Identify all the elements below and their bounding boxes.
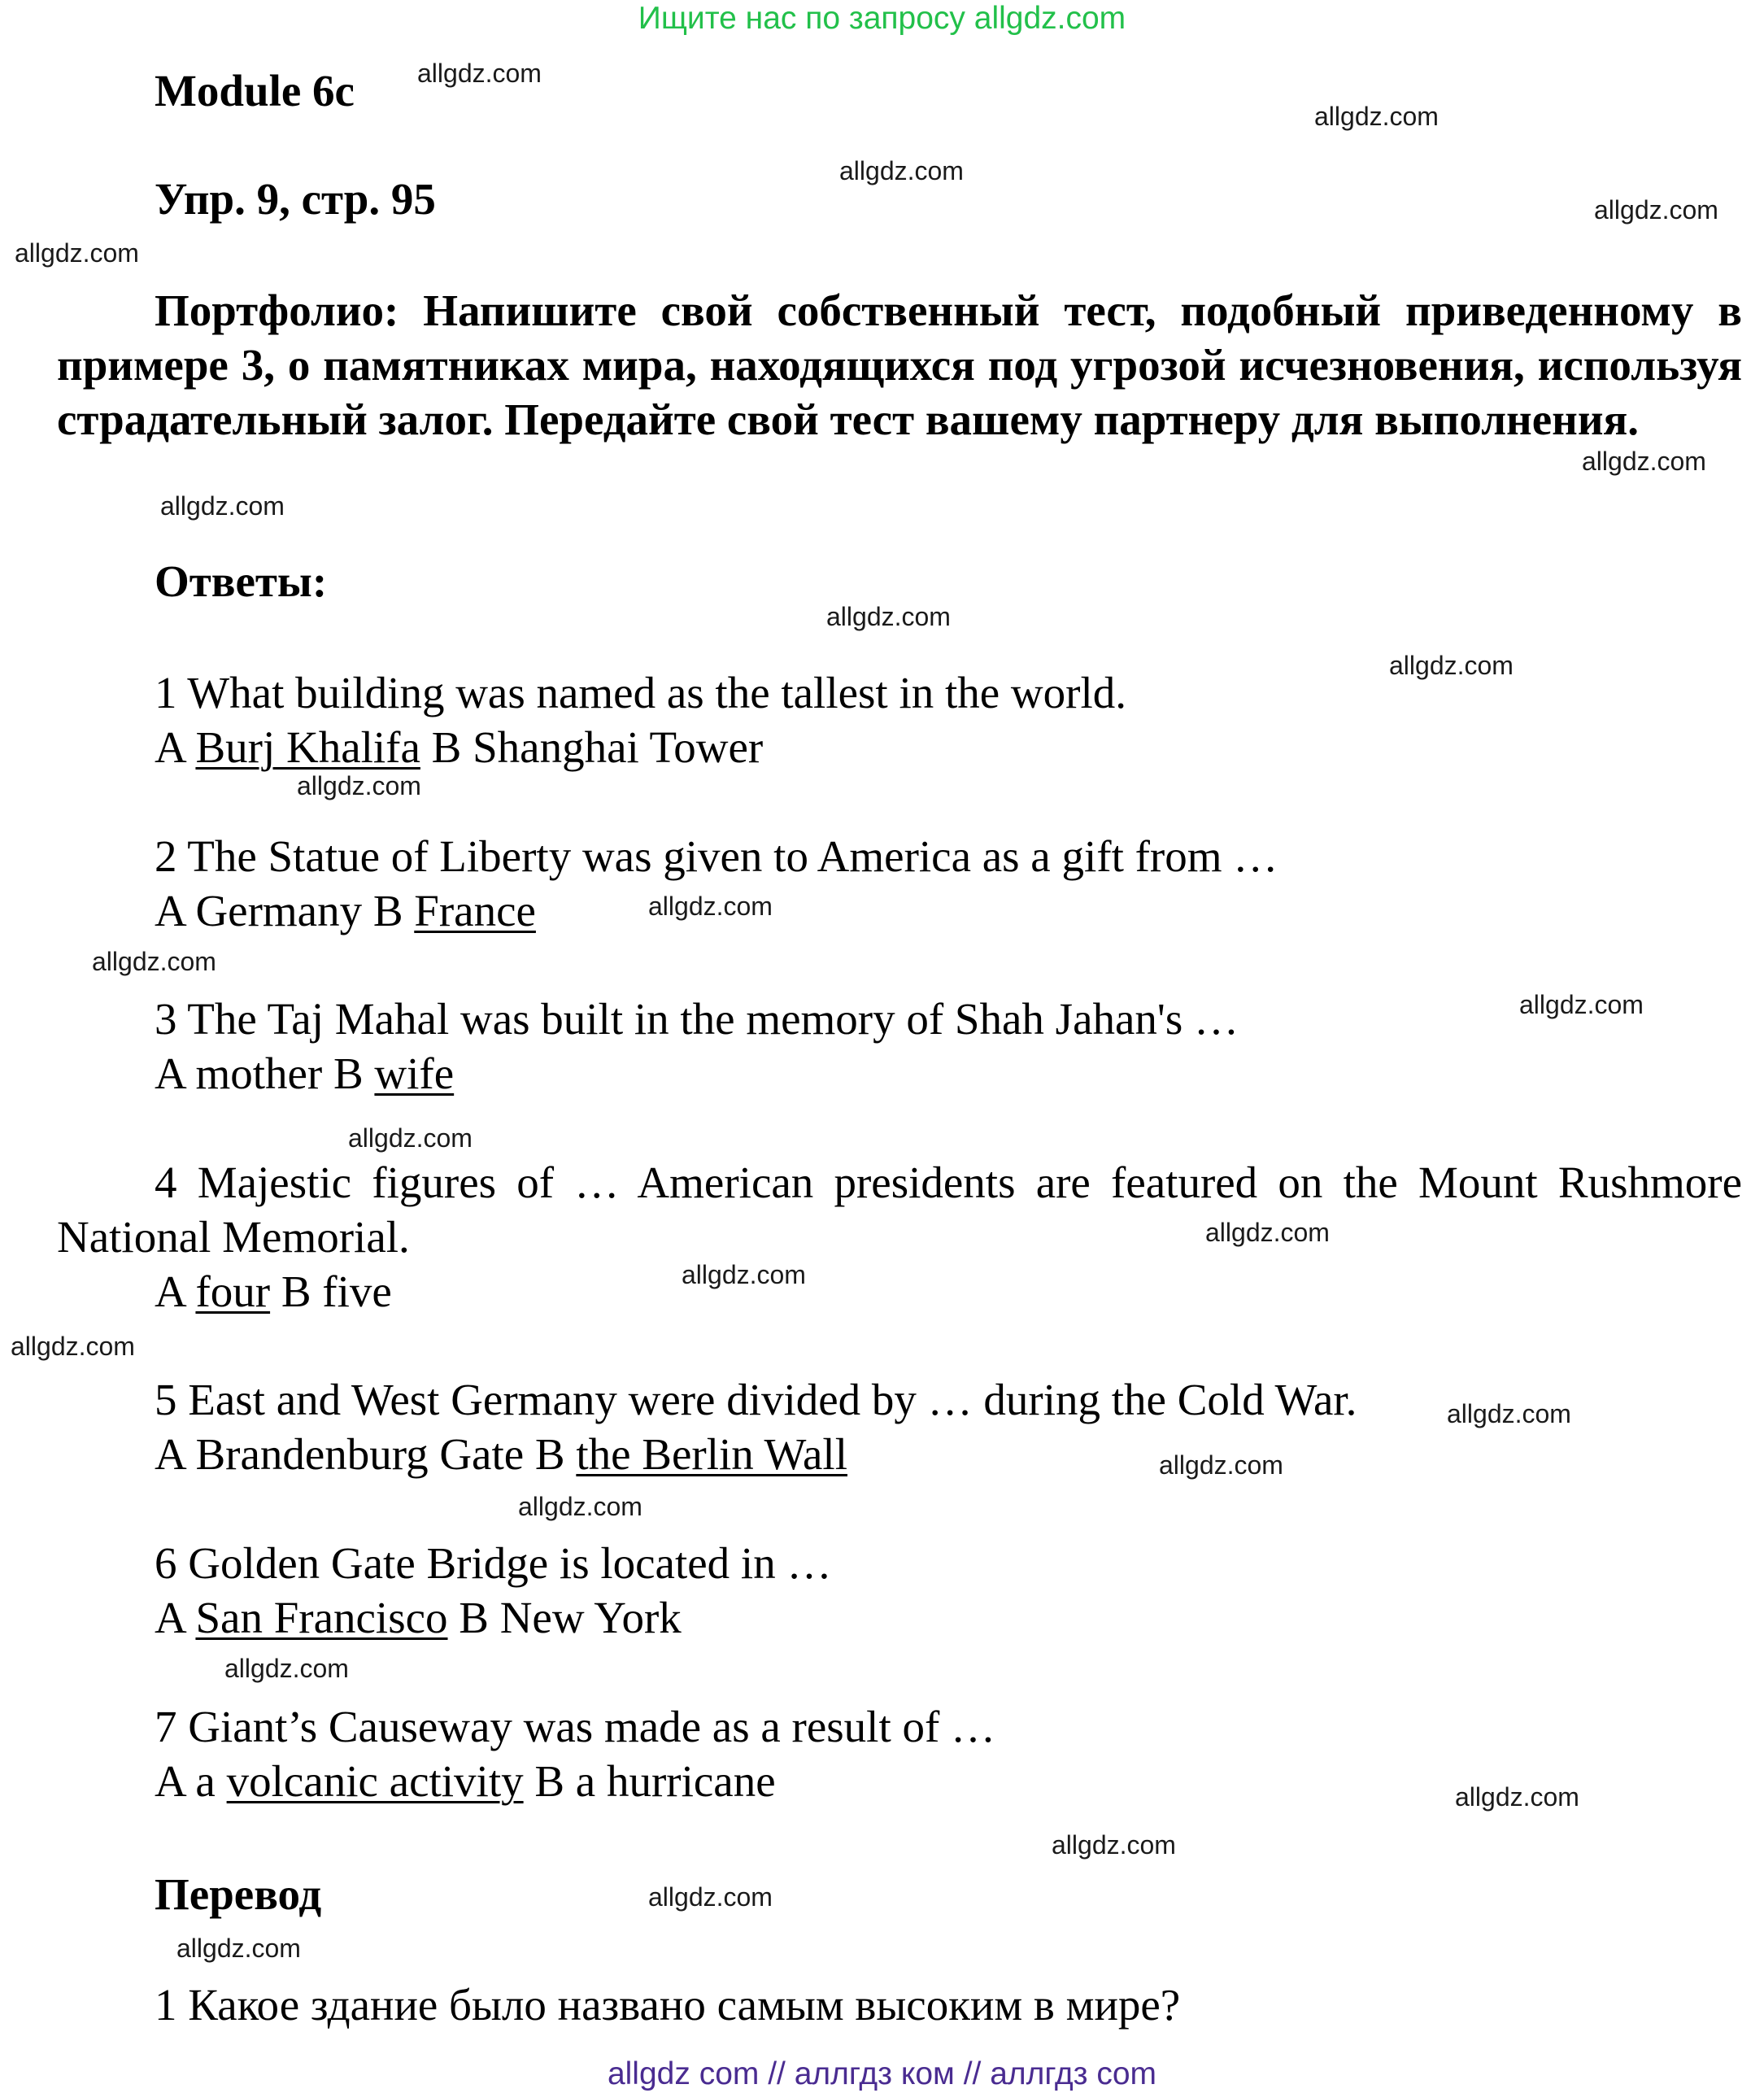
quiz-question-6: [57, 1536, 1742, 1645]
watermark: allgdz.com: [92, 947, 216, 976]
option-a: Brandenburg Gate: [195, 1429, 525, 1479]
watermark: allgdz.com: [1159, 1450, 1283, 1480]
option-a-correct: volcanic activity: [226, 1756, 524, 1806]
option-a-prefix: A: [155, 1267, 196, 1316]
watermark: allgdz.com: [417, 59, 542, 88]
top-search-banner[interactable]: Ищите нас по запросу allgdz.com: [638, 1, 1126, 36]
translation-heading: Перевод: [155, 1869, 322, 1919]
question-text: 1 What building was named as the tallest in the world.: [155, 668, 1126, 717]
exercise-title: Упр. 9, стр. 95: [155, 174, 436, 224]
watermark: allgdz.com: [297, 771, 421, 800]
option-b-prefix: B: [322, 1049, 375, 1098]
watermark: allgdz.com: [160, 491, 285, 521]
watermark: allgdz.com: [1205, 1218, 1330, 1247]
module-title: Module 6c: [155, 66, 355, 116]
answers-heading: Ответы:: [155, 556, 328, 606]
option-b: five: [322, 1267, 392, 1316]
watermark: allgdz.com: [1519, 990, 1644, 1019]
option-a-prefix: A: [155, 1429, 196, 1479]
option-b: hurricane: [606, 1756, 776, 1806]
watermark: allgdz.com: [1447, 1399, 1571, 1428]
question-text: 4 Majestic figures of … American presidents are featured on the Mount Rushmore National Memorial.: [57, 1158, 1742, 1262]
option-a: mother: [195, 1049, 323, 1098]
option-b-prefix: B: [362, 886, 415, 935]
watermark: allgdz.com: [648, 1882, 773, 1912]
footer-banner[interactable]: allgdz com // аллгдз ком // аллгдз com: [607, 2056, 1157, 2091]
watermark: allgdz.com: [11, 1332, 135, 1361]
task-instruction: Портфолио: Напишите свой собственный тест, подобный приведенному в примере 3, о памятниках мира, находящихся под угрозой исчезновения, используя страдательный залог. Передайте свой тест вашему партнеру для выполнения.: [57, 286, 1742, 444]
option-a-prefix: A: [155, 886, 196, 935]
option-a: Germany: [195, 886, 363, 935]
option-b: New York: [499, 1593, 682, 1642]
watermark: allgdz.com: [826, 602, 951, 631]
answer-options: [57, 1264, 1742, 1319]
watermark: allgdz.com: [1455, 1782, 1579, 1812]
watermark: allgdz.com: [518, 1492, 642, 1521]
watermark: allgdz.com: [1594, 195, 1718, 225]
quiz-question-3: [57, 992, 1742, 1101]
watermark: allgdz.com: [839, 156, 964, 185]
answer-options: [57, 883, 1742, 938]
option-a-prefix: A: [155, 722, 196, 772]
watermark: allgdz.com: [348, 1123, 473, 1153]
answer-options: [57, 1427, 1742, 1481]
watermark: allgdz.com: [1052, 1830, 1176, 1860]
watermark: allgdz.com: [682, 1260, 806, 1289]
option-b-correct: France: [414, 886, 536, 935]
quiz-question-2: [57, 829, 1742, 938]
question-text: 3 The Taj Mahal was built in the memory of Shah Jahan's …: [155, 994, 1239, 1044]
option-a-correct: four: [195, 1267, 271, 1316]
watermark: allgdz.com: [1389, 651, 1514, 680]
option-b-prefix: B: [420, 722, 473, 772]
option-b: Shanghai Tower: [473, 722, 764, 772]
answer-options: [57, 1590, 1742, 1645]
option-b-prefix: B: [524, 1429, 577, 1479]
quiz-question-1: [57, 665, 1742, 774]
option-b-prefix: B: [447, 1593, 500, 1642]
question-text: 5 East and West Germany were divided by … during the Cold War.: [155, 1375, 1357, 1424]
option-b-prefix: B: [270, 1267, 323, 1316]
option-b-correct: the Berlin Wall: [576, 1429, 847, 1479]
watermark: allgdz.com: [15, 238, 139, 268]
question-text: 2 The Statue of Liberty was given to America as a gift from …: [155, 831, 1278, 881]
answer-options: [57, 1046, 1742, 1101]
question-text: 6 Golden Gate Bridge is located in …: [155, 1538, 832, 1588]
answer-options: [57, 720, 1742, 774]
watermark: allgdz.com: [648, 892, 773, 921]
watermark: allgdz.com: [1582, 447, 1706, 476]
watermark: allgdz.com: [1314, 102, 1439, 131]
question-text: 7 Giant’s Causeway was made as a result of …: [155, 1702, 996, 1751]
option-b-prefix: B a: [523, 1756, 607, 1806]
option-a-prefix: A: [155, 1049, 196, 1098]
watermark: allgdz.com: [176, 1934, 301, 1963]
option-a-prefix: A: [155, 1593, 196, 1642]
translation-line-1: 1 Какое здание было названо самым высоким в мире?: [155, 1980, 1181, 2030]
option-b-correct: wife: [374, 1049, 455, 1098]
option-a-prefix: A a: [155, 1756, 227, 1806]
option-a-correct: Burj Khalifa: [195, 722, 420, 772]
watermark: allgdz.com: [224, 1654, 349, 1683]
option-a-correct: San Francisco: [195, 1593, 448, 1642]
quiz-question-4: [57, 1155, 1742, 1319]
